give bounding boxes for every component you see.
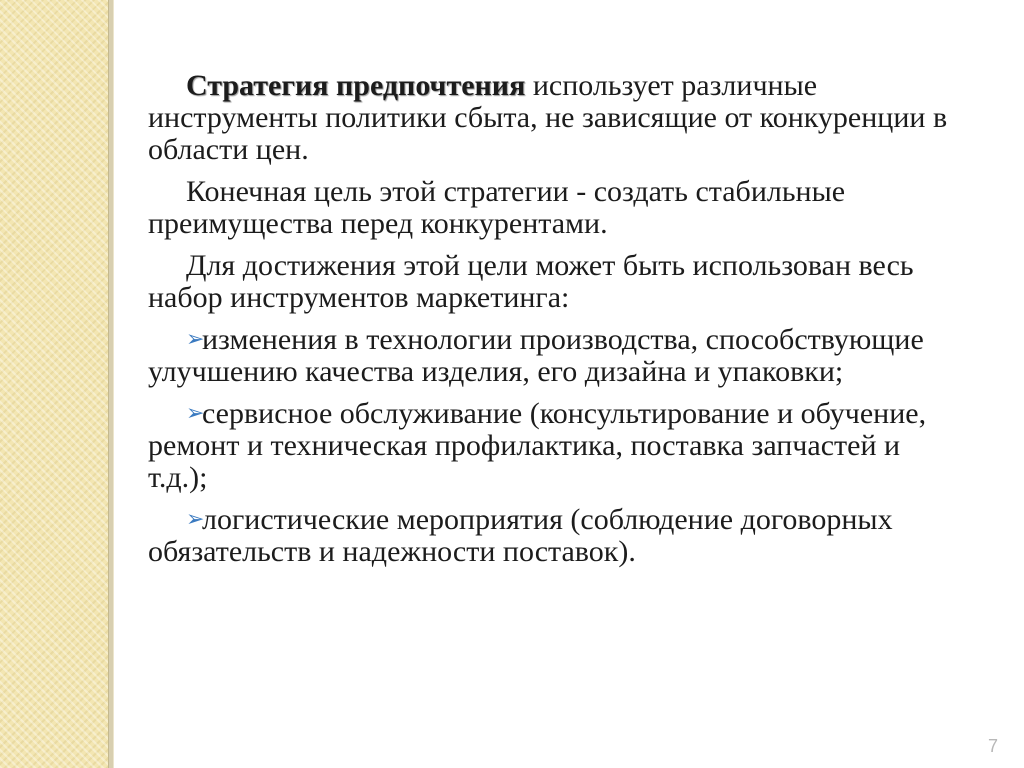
bullet-item-service [148, 398, 948, 494]
arrow-bullet-icon: ➢ [186, 326, 205, 351]
decorative-side-band [0, 0, 108, 768]
arrow-bullet-icon: ➢ [186, 506, 205, 531]
paragraph-text: Для достижения этой цели может быть использован весь набор инструментов маркетинга: [148, 249, 914, 314]
paragraph-text: Конечная цель этой стратегии - создать стабильные преимущества перед конкурентами. [148, 175, 846, 240]
bullet-text: логистические мероприятия (соблюдение договорных обязательств и надежности поставок). [148, 503, 893, 568]
decorative-side-rule [108, 0, 114, 768]
bullet-item-technology [148, 324, 948, 388]
bullet-text: сервисное обслуживание (консультирование и обучение, ремонт и техническая профилактика, поставка запчастей и т.д.); [148, 397, 927, 494]
arrow-bullet-icon: ➢ [186, 400, 205, 425]
page-number: 7 [987, 736, 998, 756]
bullet-item-logistics [148, 504, 948, 568]
paragraph-text: использует различные инструменты политики сбыта, не зависящие от конкуренции в области цен. [148, 69, 948, 166]
slide-body [148, 70, 948, 578]
paragraph-strategy-definition [148, 70, 948, 166]
strategy-term: Стратегия предпочтения [186, 69, 526, 102]
bullet-text: изменения в технологии производства, способствующие улучшению качества изделия, его дизайна и упаковки; [148, 323, 924, 388]
paragraph-marketing-tools [148, 250, 948, 314]
paragraph-strategy-goal [148, 176, 948, 240]
